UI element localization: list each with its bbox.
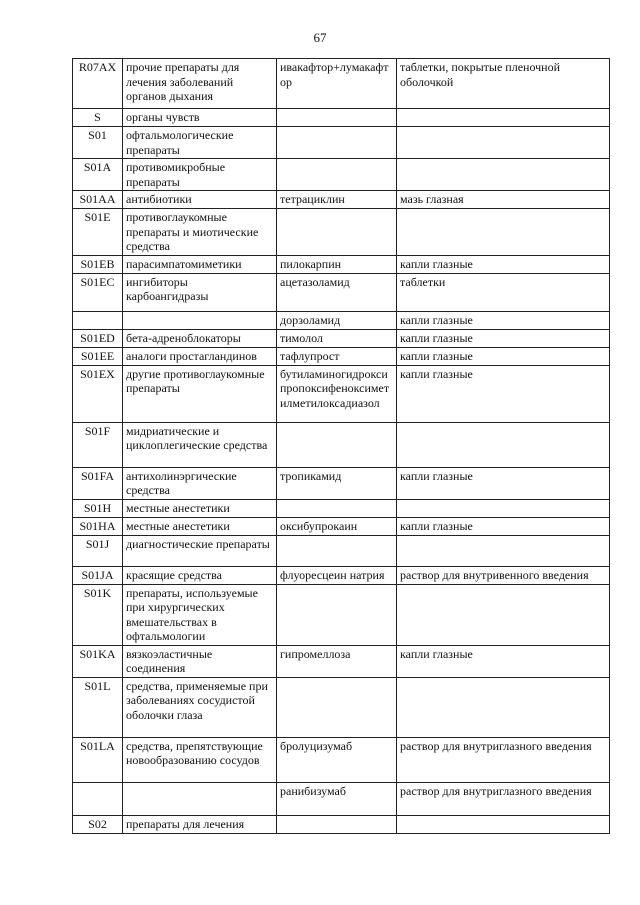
- dosage-form-cell: [397, 677, 610, 737]
- drug-name-cell: [277, 159, 397, 191]
- atc-code-cell: S01E: [73, 209, 123, 256]
- table-row: [73, 467, 610, 499]
- table-row: [73, 737, 610, 782]
- table-row: [73, 535, 610, 566]
- drug-name-cell: оксибупрокаин: [277, 517, 397, 535]
- table-row: [73, 645, 610, 677]
- atc-group-name-cell: красящие средства: [123, 566, 277, 584]
- dosage-form-cell: таблетки: [397, 273, 610, 311]
- table-row: [73, 499, 610, 517]
- drug-name-cell: [277, 209, 397, 256]
- atc-code-cell: S01L: [73, 677, 123, 737]
- atc-group-name-cell: [123, 782, 277, 815]
- dosage-form-cell: [397, 584, 610, 645]
- atc-group-name-cell: мидриатические и циклоплегические средства: [123, 422, 277, 467]
- atc-code-cell: S02: [73, 815, 123, 833]
- dosage-form-cell: раствор для внутриглазного введения: [397, 782, 610, 815]
- dosage-form-cell: [397, 159, 610, 191]
- table-row: [73, 517, 610, 535]
- drug-name-cell: ацетазоламид: [277, 273, 397, 311]
- atc-code-cell: S01K: [73, 584, 123, 645]
- drug-name-cell: бутиламиногидроксипропоксифеноксиметилметилоксадиазол: [277, 365, 397, 422]
- dosage-form-cell: капли глазные: [397, 347, 610, 365]
- dosage-form-cell: [397, 127, 610, 159]
- dosage-form-cell: [397, 535, 610, 566]
- atc-group-name-cell: противоглаукомные препараты и миотические средства: [123, 209, 277, 256]
- drug-name-cell: [277, 677, 397, 737]
- table-row: [73, 159, 610, 191]
- atc-code-cell: S01A: [73, 159, 123, 191]
- atc-code-cell: S01EX: [73, 365, 123, 422]
- drug-name-cell: ивакафтор+лумакафтор: [277, 59, 397, 109]
- drug-name-cell: тафлупрост: [277, 347, 397, 365]
- atc-group-name-cell: прочие препараты для лечения заболеваний органов дыхания: [123, 59, 277, 109]
- dosage-form-cell: [397, 209, 610, 256]
- dosage-form-cell: [397, 109, 610, 127]
- dosage-form-cell: капли глазные: [397, 255, 610, 273]
- atc-group-name-cell: диагностические препараты: [123, 535, 277, 566]
- atc-code-cell: [73, 311, 123, 329]
- drug-name-cell: тропикамид: [277, 467, 397, 499]
- drug-name-cell: тимолол: [277, 329, 397, 347]
- drug-name-cell: дорзоламид: [277, 311, 397, 329]
- atc-code-cell: S01J: [73, 535, 123, 566]
- atc-code-cell: S01JA: [73, 566, 123, 584]
- atc-code-cell: S01EC: [73, 273, 123, 311]
- dosage-form-cell: [397, 499, 610, 517]
- dosage-form-cell: капли глазные: [397, 365, 610, 422]
- atc-group-name-cell: противомикробные препараты: [123, 159, 277, 191]
- atc-group-name-cell: препараты для лечения: [123, 815, 277, 833]
- atc-group-name-cell: средства, применяемые при заболеваниях сосудистой оболочки глаза: [123, 677, 277, 737]
- table-row: [73, 782, 610, 815]
- atc-code-cell: S01H: [73, 499, 123, 517]
- table-row: [73, 255, 610, 273]
- table-row: [73, 109, 610, 127]
- atc-code-cell: [73, 782, 123, 815]
- atc-code-cell: S01KA: [73, 645, 123, 677]
- page-number: 67: [313, 30, 327, 45]
- dosage-form-cell: раствор для внутриглазного введения: [397, 737, 610, 782]
- atc-group-name-cell: офтальмологические препараты: [123, 127, 277, 159]
- drug-name-cell: [277, 535, 397, 566]
- dosage-form-cell: [397, 815, 610, 833]
- dosage-form-cell: таблетки, покрытые пленочной оболочкой: [397, 59, 610, 109]
- atc-group-name-cell: препараты, используемые при хирургических вмешательствах в офтальмологии: [123, 584, 277, 645]
- atc-code-cell: S01ED: [73, 329, 123, 347]
- atc-code-cell: S01F: [73, 422, 123, 467]
- dosage-form-cell: раствор для внутривенного введения: [397, 566, 610, 584]
- atc-group-name-cell: бета-адреноблокаторы: [123, 329, 277, 347]
- atc-group-name-cell: антихолинэргические средства: [123, 467, 277, 499]
- drug-name-cell: бролуцизумаб: [277, 737, 397, 782]
- drug-name-cell: [277, 422, 397, 467]
- table-row: [73, 584, 610, 645]
- table-row: [73, 677, 610, 737]
- dosage-form-cell: капли глазные: [397, 329, 610, 347]
- atc-group-name-cell: местные анестетики: [123, 517, 277, 535]
- drug-name-cell: [277, 584, 397, 645]
- table-row: [73, 347, 610, 365]
- atc-group-name-cell: вязкоэластичные соединения: [123, 645, 277, 677]
- atc-code-cell: S01EE: [73, 347, 123, 365]
- table-row: [73, 273, 610, 311]
- drug-name-cell: [277, 127, 397, 159]
- dosage-form-cell: капли глазные: [397, 645, 610, 677]
- atc-code-cell: S01AA: [73, 191, 123, 209]
- atc-group-name-cell: другие противоглаукомные препараты: [123, 365, 277, 422]
- atc-group-name-cell: [123, 311, 277, 329]
- dosage-form-cell: капли глазные: [397, 517, 610, 535]
- table-row: [73, 365, 610, 422]
- atc-code-cell: S01HA: [73, 517, 123, 535]
- drug-name-cell: флуоресцеин натрия: [277, 566, 397, 584]
- dosage-form-cell: [397, 422, 610, 467]
- atc-group-name-cell: средства, препятствующие новообразованию сосудов: [123, 737, 277, 782]
- table-row: [73, 191, 610, 209]
- table-row: [73, 311, 610, 329]
- dosage-form-cell: капли глазные: [397, 467, 610, 499]
- drug-name-cell: гипромеллоза: [277, 645, 397, 677]
- atc-group-name-cell: ингибиторы карбоангидразы: [123, 273, 277, 311]
- drug-name-cell: [277, 815, 397, 833]
- drug-name-cell: пилокарпин: [277, 255, 397, 273]
- dosage-form-cell: капли глазные: [397, 311, 610, 329]
- atc-group-name-cell: органы чувств: [123, 109, 277, 127]
- table-row: [73, 566, 610, 584]
- table-row: [73, 127, 610, 159]
- table-row: [73, 815, 610, 833]
- dosage-form-cell: мазь глазная: [397, 191, 610, 209]
- atc-code-cell: S01LA: [73, 737, 123, 782]
- atc-group-name-cell: парасимпатомиметики: [123, 255, 277, 273]
- drug-name-cell: ранибизумаб: [277, 782, 397, 815]
- table-row: [73, 59, 610, 109]
- drug-name-cell: тетрациклин: [277, 191, 397, 209]
- atc-code-cell: S01EB: [73, 255, 123, 273]
- drug-name-cell: [277, 499, 397, 517]
- atc-code-cell: S01FA: [73, 467, 123, 499]
- atc-code-cell: S: [73, 109, 123, 127]
- table-row: [73, 422, 610, 467]
- atc-code-cell: R07AX: [73, 59, 123, 109]
- atc-drug-table: [72, 58, 610, 834]
- atc-code-cell: S01: [73, 127, 123, 159]
- atc-group-name-cell: аналоги простагландинов: [123, 347, 277, 365]
- atc-group-name-cell: местные анестетики: [123, 499, 277, 517]
- table-body: [73, 59, 610, 834]
- table-row: [73, 209, 610, 256]
- drug-name-cell: [277, 109, 397, 127]
- atc-group-name-cell: антибиотики: [123, 191, 277, 209]
- table-row: [73, 329, 610, 347]
